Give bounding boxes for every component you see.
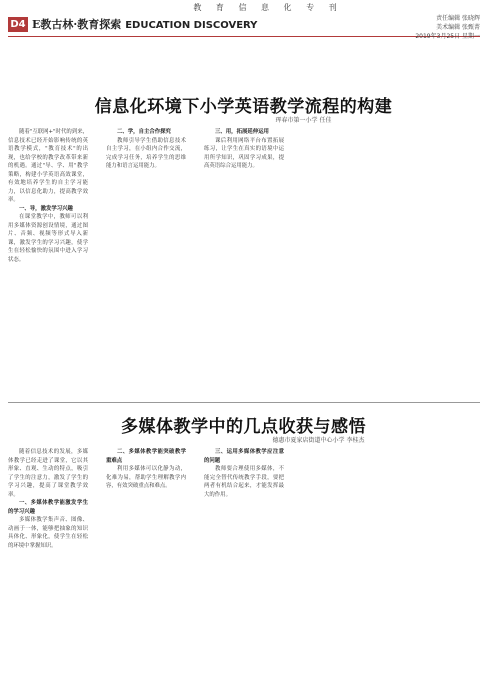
article2-subhead: 二、多媒体教学能突破教学重难点 xyxy=(106,449,186,464)
article2-byline: 德惠市夏家店街道中心小学 李桂杰 xyxy=(272,437,365,444)
article1-body xyxy=(8,128,480,396)
designer-credit: 美术编辑 张甄菁 xyxy=(436,24,480,31)
article1-paragraph: 随着"互联网+"时代的到来，信息技术已经开始影响传统的英语教学模式，"教育技术"的出现，也给学校的教学改革带来新的机遇。通过"导、学、用"教学策略，构建小学英语高效课堂，有效地培养学生的自主学习能力，以信息化助力，提高教学效率。 xyxy=(8,129,88,203)
article1-paragraph: 教师引导学生借助信息技术自主学习，在小组内合作交流，完成学习任务，培养学生的思维能力和语言运用能力。 xyxy=(106,137,186,169)
article1-subhead: 二、学，自主合作探究 xyxy=(117,129,171,135)
masthead-meta xyxy=(360,14,480,41)
issue-date: 2019年3月25日 星期一 xyxy=(415,33,480,40)
article1-byline: 珲春市第一小学 任佳 xyxy=(275,117,332,124)
article2-paragraph: 教师要合理使用多媒体，不能完全替代传统教学手段，要把两者有机结合起来，才能发挥最大的作用。 xyxy=(204,466,284,498)
article2-paragraph: 多媒体教学集声音、图像、动画于一体，能够把抽象的知识具体化、形象化，使学生在轻松的环境中掌握知识。 xyxy=(8,517,88,549)
editor-credit: 责任编辑 张晓辉 xyxy=(436,15,480,22)
article1-subhead: 三、用，拓展延伸运用 xyxy=(215,129,269,135)
article1-paragraph: 课后利用网络平台布置拓展练习，让学生在真实的语境中运用所学知识，巩固学习成果，提高英语综合运用能力。 xyxy=(204,137,284,169)
article1-title: 信息化环境下小学英语教学流程的构建 xyxy=(94,97,393,117)
article2-subhead: 三、运用多媒体教学应注意的问题 xyxy=(204,449,284,464)
article2-paragraph: 随着信息技术的发展，多媒体教学已经走进了课堂，它以其形象、直观、生动的特点，吸引了学生的注意力，激发了学生的学习兴趣，提高了课堂教学效率。 xyxy=(8,449,88,498)
article2-title: 多媒体教学中的几点收获与感悟 xyxy=(121,417,366,437)
article1-col-1 xyxy=(8,128,88,396)
section-divider xyxy=(8,402,480,403)
article2-paragraph: 利用多媒体可以化静为动，化难为易，帮助学生理解教学内容，有效突破重点和难点。 xyxy=(106,466,186,489)
masthead xyxy=(0,0,487,40)
column-title-cn: E教古林·教育探索 xyxy=(32,18,122,31)
masthead-bar xyxy=(8,15,480,40)
page-number: D4 xyxy=(8,17,28,32)
article1-subhead: 一、导，激发学习兴趣 xyxy=(19,205,73,212)
column-title-en: EDUCATION DISCOVERY xyxy=(125,20,258,31)
series-name: 教 育 信 息 化 专 刊 xyxy=(193,3,343,12)
article2-body xyxy=(8,448,480,684)
article2-col-2 xyxy=(106,448,186,684)
article2-col-3 xyxy=(204,448,284,684)
column-title xyxy=(32,16,258,34)
article2-col-1 xyxy=(8,448,88,684)
article1-col-2 xyxy=(106,128,186,396)
article2-subhead: 一、多媒体教学能激发学生的学习兴趣 xyxy=(8,500,88,515)
article1-paragraph: 在课堂教学中，教师可以利用多媒体资源创设情境，通过图片、音频、视频等形式导入新课，激发学生的学习兴趣，使学生在轻松愉快的氛围中进入学习状态。 xyxy=(8,214,88,263)
article1-col-3 xyxy=(204,128,284,396)
